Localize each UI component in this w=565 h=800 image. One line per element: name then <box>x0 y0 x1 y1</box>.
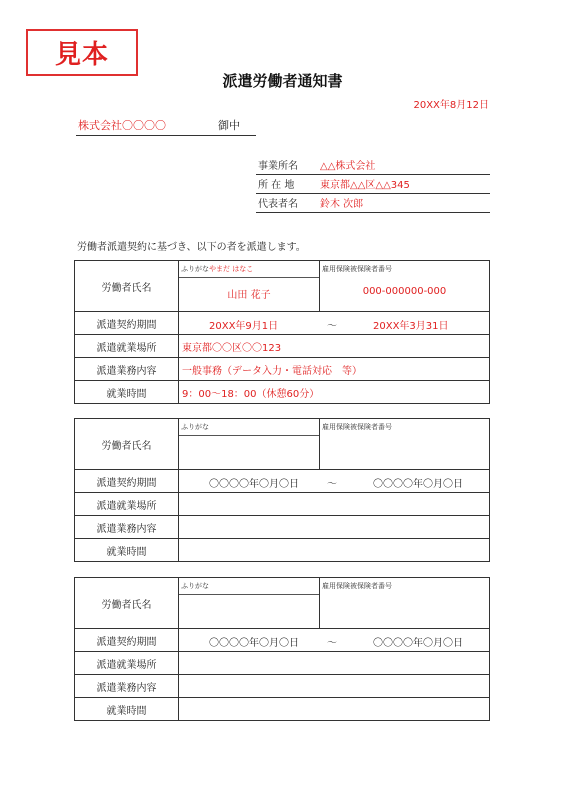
worker-name-label: 労働者氏名 <box>75 261 179 312</box>
sender-value: 東京都△△区△△345 <box>320 180 410 191</box>
period-end: 〇〇〇〇年〇月〇日 <box>373 479 463 490</box>
worker-record-1 <box>74 260 490 404</box>
worker-name-cell <box>179 578 490 629</box>
furigana-label: ふりがな <box>181 582 209 590</box>
work-cell <box>179 675 490 698</box>
work-label: 派遣業務内容 <box>75 675 179 698</box>
period-cell <box>179 312 490 335</box>
addressee <box>76 117 256 136</box>
sender-block <box>256 156 490 213</box>
hours-label: 就業時間 <box>75 381 179 404</box>
addressee-suffix: 御中 <box>218 119 240 132</box>
place-label: 派遣就業場所 <box>75 652 179 675</box>
insurance-label: 雇用保険被保険者番号 <box>322 582 392 590</box>
work-label: 派遣業務内容 <box>75 358 179 381</box>
insurance-field <box>320 578 489 628</box>
period-label: 派遣契約期間 <box>75 470 179 493</box>
period-cell <box>179 629 490 652</box>
sample-stamp: 見本 <box>26 29 138 76</box>
work-cell <box>179 516 490 539</box>
insurance-field <box>320 419 489 469</box>
sender-label: 代表者名 <box>258 199 298 210</box>
period-end: 〇〇〇〇年〇月〇日 <box>373 638 463 649</box>
name-field <box>179 261 320 311</box>
furigana-row <box>179 578 319 595</box>
sender-value: △△株式会社 <box>320 161 376 172</box>
work-label: 派遣業務内容 <box>75 516 179 539</box>
issue-date: 20XX年8月12日 <box>413 100 489 111</box>
hours-cell <box>179 698 490 721</box>
place-cell <box>179 493 490 516</box>
furigana-value: やまだ はなこ <box>209 265 254 273</box>
period-end: 20XX年3月31日 <box>373 321 449 332</box>
worker-name-label: 労働者氏名 <box>75 419 179 470</box>
place-value: 東京都〇〇区〇〇123 <box>182 342 282 354</box>
name-field <box>179 419 320 469</box>
period-label: 派遣契約期間 <box>75 629 179 652</box>
hours-label: 就業時間 <box>75 698 179 721</box>
period-start: 〇〇〇〇年〇月〇日 <box>209 479 299 490</box>
worker-name-value: 山田 花子 <box>227 290 271 301</box>
work-cell <box>179 358 490 381</box>
sender-label: 所 在 地 <box>258 180 295 191</box>
document-title: 派遣労働者通知書 <box>222 72 343 90</box>
sender-row-address <box>256 175 490 194</box>
insurance-label: 雇用保険被保険者番号 <box>322 265 392 273</box>
period-separator: ～ <box>327 321 337 332</box>
furigana-row <box>179 261 319 278</box>
period-separator: ～ <box>327 479 337 490</box>
intro-text: 労働者派遣契約に基づき、以下の者を派遣します。 <box>77 242 306 253</box>
sender-label: 事業所名 <box>258 161 298 172</box>
hours-label: 就業時間 <box>75 539 179 562</box>
worker-record-3 <box>74 577 490 721</box>
name-field <box>179 578 320 628</box>
hours-cell <box>179 539 490 562</box>
place-cell <box>179 652 490 675</box>
hours-cell <box>179 381 490 404</box>
hours-value: 9：00～18：00（休憩60分） <box>182 388 320 400</box>
worker-name-cell <box>179 261 490 312</box>
work-value: 一般事務（データ入力・電話対応 等） <box>182 365 362 377</box>
furigana-label: ふりがな <box>181 265 209 273</box>
period-cell <box>179 470 490 493</box>
worker-name-label: 労働者氏名 <box>75 578 179 629</box>
insurance-field <box>320 261 489 311</box>
place-label: 派遣就業場所 <box>75 493 179 516</box>
furigana-row <box>179 419 319 436</box>
insurance-label: 雇用保険被保険者番号 <box>322 423 392 431</box>
sender-row-office <box>256 156 490 175</box>
period-start: 〇〇〇〇年〇月〇日 <box>209 638 299 649</box>
period-separator: ～ <box>327 638 337 649</box>
period-start: 20XX年9月1日 <box>209 321 279 332</box>
furigana-label: ふりがな <box>181 423 209 431</box>
worker-record-2 <box>74 418 490 562</box>
place-cell <box>179 335 490 358</box>
worker-name-cell <box>179 419 490 470</box>
addressee-company: 株式会社〇〇〇〇 <box>78 119 166 132</box>
sender-row-representative <box>256 194 490 213</box>
place-label: 派遣就業場所 <box>75 335 179 358</box>
insurance-number-value: 000-000000-000 <box>362 286 447 297</box>
sender-value: 鈴木 次郎 <box>320 199 364 210</box>
period-label: 派遣契約期間 <box>75 312 179 335</box>
